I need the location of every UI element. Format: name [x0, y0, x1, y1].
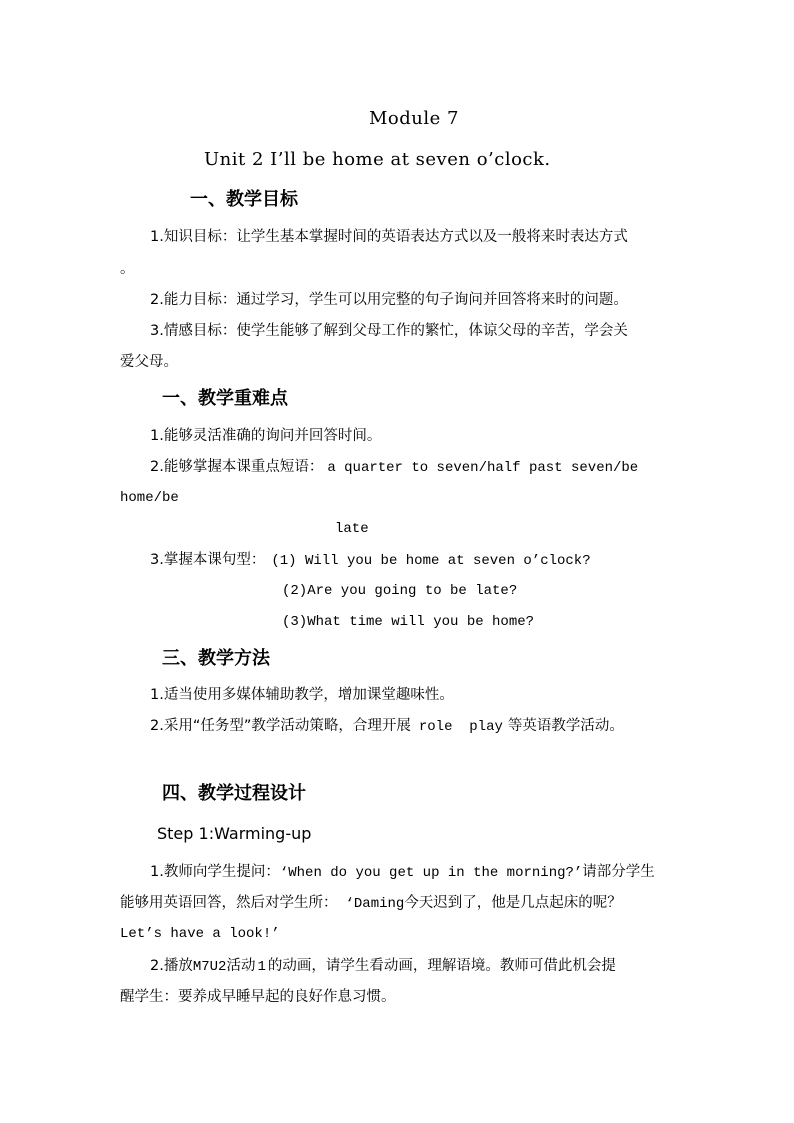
key-point-item-2: [150, 457, 638, 478]
process-paragraph-1-line-3: Let’s have a look!’: [120, 926, 280, 942]
process-p1-a: 1.教师向学生提问：: [150, 864, 280, 880]
section-heading-methods: 三、教学方法: [162, 648, 270, 669]
process-p2-unit: M7U2: [192, 959, 227, 975]
key-point-item-2-late: late: [335, 521, 369, 537]
section-heading-goals: 一、教学目标: [190, 189, 298, 210]
process-p1-question: ‘When do you get up in the morning?’: [279, 865, 583, 881]
process-p1-b: 请部分学生: [582, 864, 655, 880]
section-heading-process: 四、教学过程设计: [162, 783, 306, 804]
process-paragraph-2: [150, 956, 616, 977]
key-point-item-2-prefix: 2.能够掌握本课重点短语：: [150, 459, 324, 475]
key-point-item-3: [150, 550, 591, 571]
sentence-pattern-2: (2)Are you going to be late?: [282, 583, 518, 599]
goal-item-emotion: 3.情感目标：使学生能够了解到父母工作的繁忙，体谅父母的辛苦，学会关: [150, 323, 628, 339]
process-p2-b: 活动: [226, 958, 256, 974]
goal-item-knowledge-end: 。: [120, 261, 135, 277]
goal-item-emotion-cont: 爱父母。: [120, 354, 178, 370]
step-1-title: Step 1:Warming-up: [157, 824, 312, 843]
method-item-2-a: 2.采用“任务型”教学活动策略，合理开展: [150, 718, 411, 734]
key-point-item-1: 1.能够灵活准确的询问并回答时间。: [150, 428, 382, 444]
process-paragraph-1: [150, 862, 655, 883]
key-point-item-2-phrases: a quarter to seven/half past seven/be: [327, 460, 639, 476]
method-item-2: [150, 716, 624, 737]
process-p1-line2-en: ‘Daming: [345, 896, 405, 912]
goal-item-knowledge: 1.知识目标：让学生基本掌握时间的英语表达方式以及一般将来时表达方式: [150, 229, 628, 245]
goal-item-ability: 2.能力目标：通过学习，学生可以用完整的句子询问并回答将来时的问题。: [150, 292, 628, 308]
process-p1-line2-b: 今天迟到了，他是几点起床的呢？: [404, 895, 622, 911]
key-point-item-2-cont: home/be: [120, 490, 179, 506]
process-paragraph-2-line-2: 醒学生：要养成早睡早起的良好作息习惯。: [120, 989, 396, 1005]
method-item-2-b: 等英语教学活动。: [507, 718, 624, 734]
method-item-1: 1.适当使用多媒体辅助教学，增加课堂趣味性。: [150, 687, 454, 703]
process-paragraph-1-line-2: [120, 893, 622, 914]
sentence-pattern-1: (1) Will you be home at seven o’clock?: [271, 553, 591, 569]
process-p2-c: 的动画，请学生看动画，理解语境。教师可借此机会提: [267, 958, 616, 974]
process-p2-num: 1: [257, 959, 266, 975]
process-p2-a: 2.播放: [150, 958, 193, 974]
section-heading-key-points: 一、教学重难点: [162, 388, 288, 409]
method-item-2-en: role play: [418, 719, 503, 735]
sentence-pattern-3: (3)What time will you be home?: [282, 614, 535, 630]
process-p1-line2-a: 能够用英语回答，然后对学生所：: [120, 895, 338, 911]
key-point-item-3-prefix: 3.掌握本课句型：: [150, 552, 266, 568]
module-title: Module 7: [369, 108, 459, 129]
unit-title: Unit 2 I’ll be home at seven o’clock.: [204, 149, 551, 170]
